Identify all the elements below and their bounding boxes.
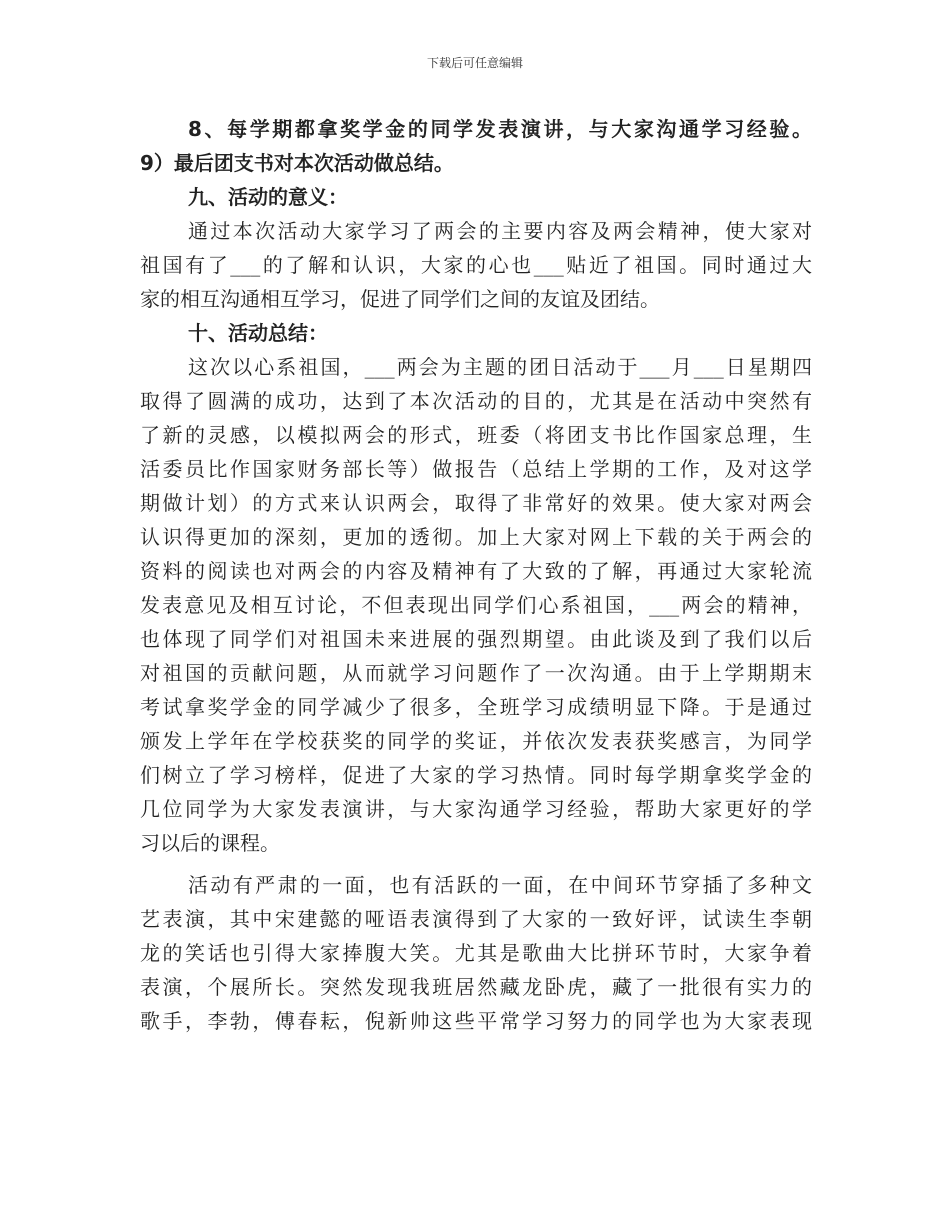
paragraph-line: 活委员比作国家财务部长等）做报告（总结上学期的工作，及对这学 bbox=[140, 457, 812, 481]
paragraph-line: 祖国有了___的了解和认识，大家的心也___贴近了祖国。同时通过大 bbox=[140, 253, 812, 277]
paragraph-line: 取得了圆满的成功，达到了本次活动的目的，尤其是在活动中突然有 bbox=[140, 389, 812, 413]
document-body bbox=[140, 112, 812, 1038]
paragraph-line: 期做计划）的方式来认识两会，取得了非常好的效果。使大家对两会 bbox=[140, 491, 812, 515]
paragraph-line: 们树立了学习榜样，促进了大家的学习热情。同时每学期拿奖学金的 bbox=[140, 763, 812, 787]
paragraph-line: 家的相互沟通相互学习，促进了同学们之间的友谊及团结。 bbox=[140, 287, 660, 311]
paragraph-line: 发表意见及相互讨论，不但表现出同学们心系祖国，___两会的精神， bbox=[140, 593, 812, 617]
paragraph-line: 龙的笑话也引得大家捧腹大笑。尤其是歌曲大比拼环节时，大家争着 bbox=[140, 941, 812, 965]
paragraph-line: 表演，个展所长。突然发现我班居然藏龙卧虎，藏了一批很有实力的 bbox=[140, 975, 812, 999]
paragraph-line: 了新的灵感，以模拟两会的形式，班委（将团支书比作国家总理，生 bbox=[140, 423, 812, 447]
paragraph-line: 资料的阅读也对两会的内容及精神有了大致的了解，再通过大家轮流 bbox=[140, 559, 812, 583]
paragraph-gap bbox=[140, 860, 812, 868]
paragraph-line: 考试拿奖学金的同学减少了很多，全班学习成绩明显下降。于是通过 bbox=[140, 695, 812, 719]
header-note: 下载后可任意编辑 bbox=[426, 56, 523, 70]
paragraph-line: 活动有严肃的一面，也有活跃的一面，在中间环节穿插了多种文 bbox=[188, 873, 812, 897]
paragraph-line: 艺表演，其中宋建懿的哑语表演得到了大家的一致好评，试读生李朝 bbox=[140, 907, 812, 931]
paragraph-line: 认识得更加的深刻，更加的透彻。加上大家对网上下载的关于两会的 bbox=[140, 525, 812, 549]
paragraph-line: 习以后的课程。 bbox=[140, 831, 280, 855]
item-9: 9）最后团支书对本次活动做总结。 bbox=[140, 151, 454, 175]
item-8: 8、每学期都拿奖学金的同学发表演讲，与大家沟通学习经验。 bbox=[188, 117, 812, 141]
section-heading-summary: 十、活动总结： bbox=[188, 321, 328, 345]
paragraph-line: 几位同学为大家发表演讲，与大家沟通学习经验，帮助大家更好的学 bbox=[140, 797, 812, 821]
paragraph-line: 颁发上学年在学校获奖的同学的奖证，并依次发表获奖感言，为同学 bbox=[140, 729, 812, 753]
section-heading-significance: 九、活动的意义： bbox=[188, 185, 348, 209]
paragraph-line: 对祖国的贡献问题，从而就学习问题作了一次沟通。由于上学期期末 bbox=[140, 661, 812, 685]
paragraph-line: 这次以心系祖国，___两会为主题的团日活动于___月___日星期四 bbox=[188, 355, 812, 379]
paragraph-line: 歌手，李勃，傅春耘，倪新帅这些平常学习努力的同学也为大家表现 bbox=[140, 1009, 812, 1033]
paragraph-line: 通过本次活动大家学习了两会的主要内容及两会精神，使大家对 bbox=[188, 219, 812, 243]
paragraph-line: 也体现了同学们对祖国未来进展的强烈期望。由此谈及到了我们以后 bbox=[140, 627, 812, 651]
